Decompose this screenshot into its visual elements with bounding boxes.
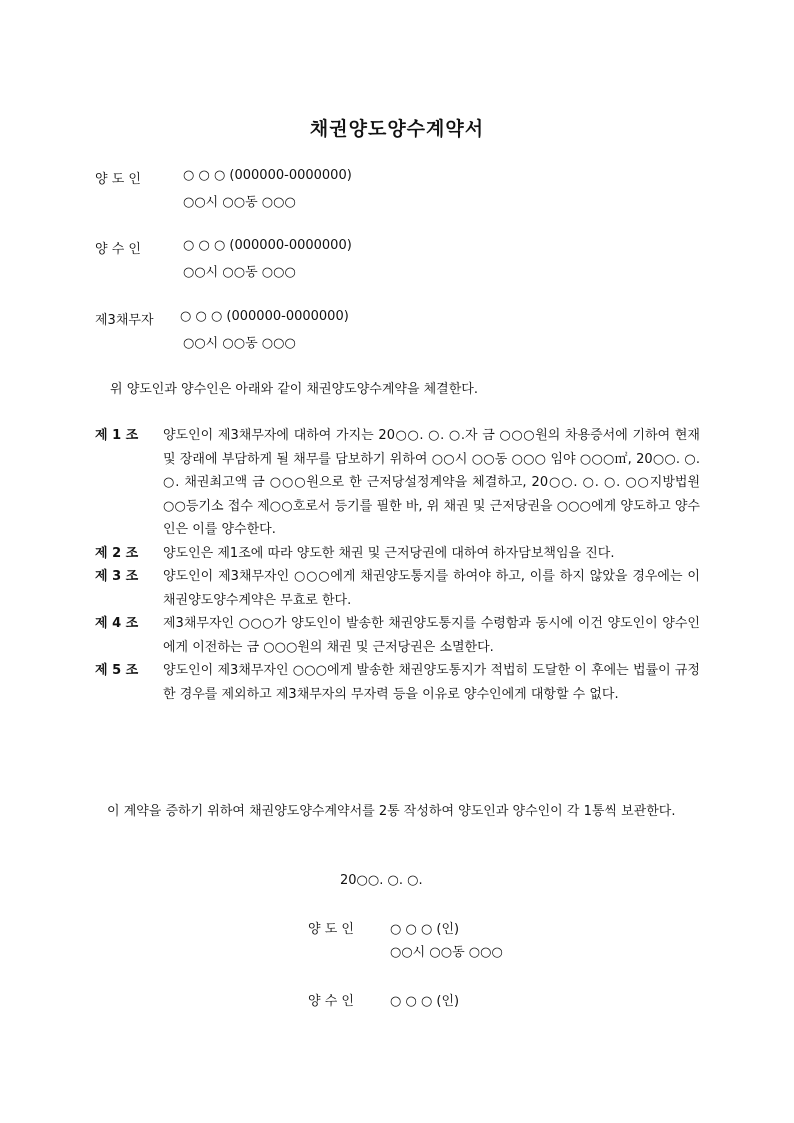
- party-label: 제3채무자: [95, 313, 154, 328]
- article-text: 양도인이 제3채무자인 ○○○에게 발송한 채권양도통지가 적법히 도달한 이 후에는 법률이 규정한 경우를 제외하고 제3채무자의 무자력 등을 이유로 양수인에게 대항할 수 없다.: [163, 663, 700, 702]
- party-label: 양 수 인: [95, 242, 141, 257]
- document-title: 채권양도양수계약서: [309, 118, 485, 140]
- party-label: 양 도 인: [95, 172, 141, 187]
- party-name: ○ ○ ○ (000000-0000000): [183, 238, 352, 253]
- article-3: [95, 565, 700, 612]
- party-address: ○○시 ○○동 ○○○: [183, 265, 296, 280]
- article-number: 제 5 조: [95, 663, 139, 678]
- article-5: [95, 659, 700, 706]
- party-address: ○○시 ○○동 ○○○: [183, 336, 296, 351]
- article-2: [95, 542, 700, 566]
- party-address: ○○시 ○○동 ○○○: [183, 195, 296, 210]
- article-number: 제 2 조: [95, 545, 139, 561]
- article-number: 제 4 조: [95, 616, 139, 631]
- intro-statement: 위 양도인과 양수인은 아래와 같이 채권양도양수계약을 체결한다.: [110, 382, 478, 397]
- article-1: [95, 424, 700, 542]
- article-text: 양도인이 제3채무자에 대하여 가지는 20○○. ○. ○.자 금 ○○○원의 차용증서에 기하여 현재 및 장래에 부담하게 될 채무를 담보하기 위하여 ○○시 ○○동 ○○○ 임야 ○○○㎡, 20○○. ○. ○. 채권최고액 금 ○○○원으로 한 근저당설정계약을 체결하고, 20○○. ○. ○. ○○지방법원 ○○등기소 접수 제○○호로서 등기를 필한 바, 위 채권 및 근저당권을 ○○○에게 양도하고 양수인은 이를 양수한다.: [163, 428, 700, 537]
- signature-name: ○ ○ ○ (인): [390, 922, 460, 937]
- signature-label: 양 수 인: [308, 994, 354, 1009]
- article-number: 제 3 조: [95, 569, 139, 584]
- article-4: [95, 612, 700, 659]
- signature-name: ○ ○ ○ (인): [390, 994, 460, 1009]
- article-number: 제 1 조: [95, 428, 139, 443]
- party-name: ○ ○ ○ (000000-0000000): [183, 168, 352, 183]
- signature-address: ○○시 ○○동 ○○○: [390, 945, 503, 960]
- article-list: [95, 424, 700, 706]
- article-text: 제3채무자인 ○○○가 양도인이 발송한 채권양도통지를 수령함과 동시에 이건 양도인이 양수인에게 이전하는 금 ○○○원의 채권 및 근저당권은 소멸한다.: [163, 616, 700, 655]
- article-text: 양도인은 제1조에 따라 양도한 채권 및 근저당권에 대하여 하자담보책임을 진다.: [163, 545, 615, 561]
- party-name: ○ ○ ○ (000000-0000000): [180, 309, 349, 324]
- closing-statement: 이 계약을 증하기 위하여 채권양도양수계약서를 2통 작성하여 양도인과 양수인이 각 1통씩 보관한다.: [107, 804, 676, 819]
- signature-label: 양 도 인: [308, 922, 354, 937]
- article-text: 양도인이 제3채무자인 ○○○에게 채권양도통지를 하여야 하고, 이를 하지 않았을 경우에는 이 채권양도양수계약은 무효로 한다.: [163, 569, 700, 608]
- contract-date: 20○○. ○. ○.: [340, 873, 423, 888]
